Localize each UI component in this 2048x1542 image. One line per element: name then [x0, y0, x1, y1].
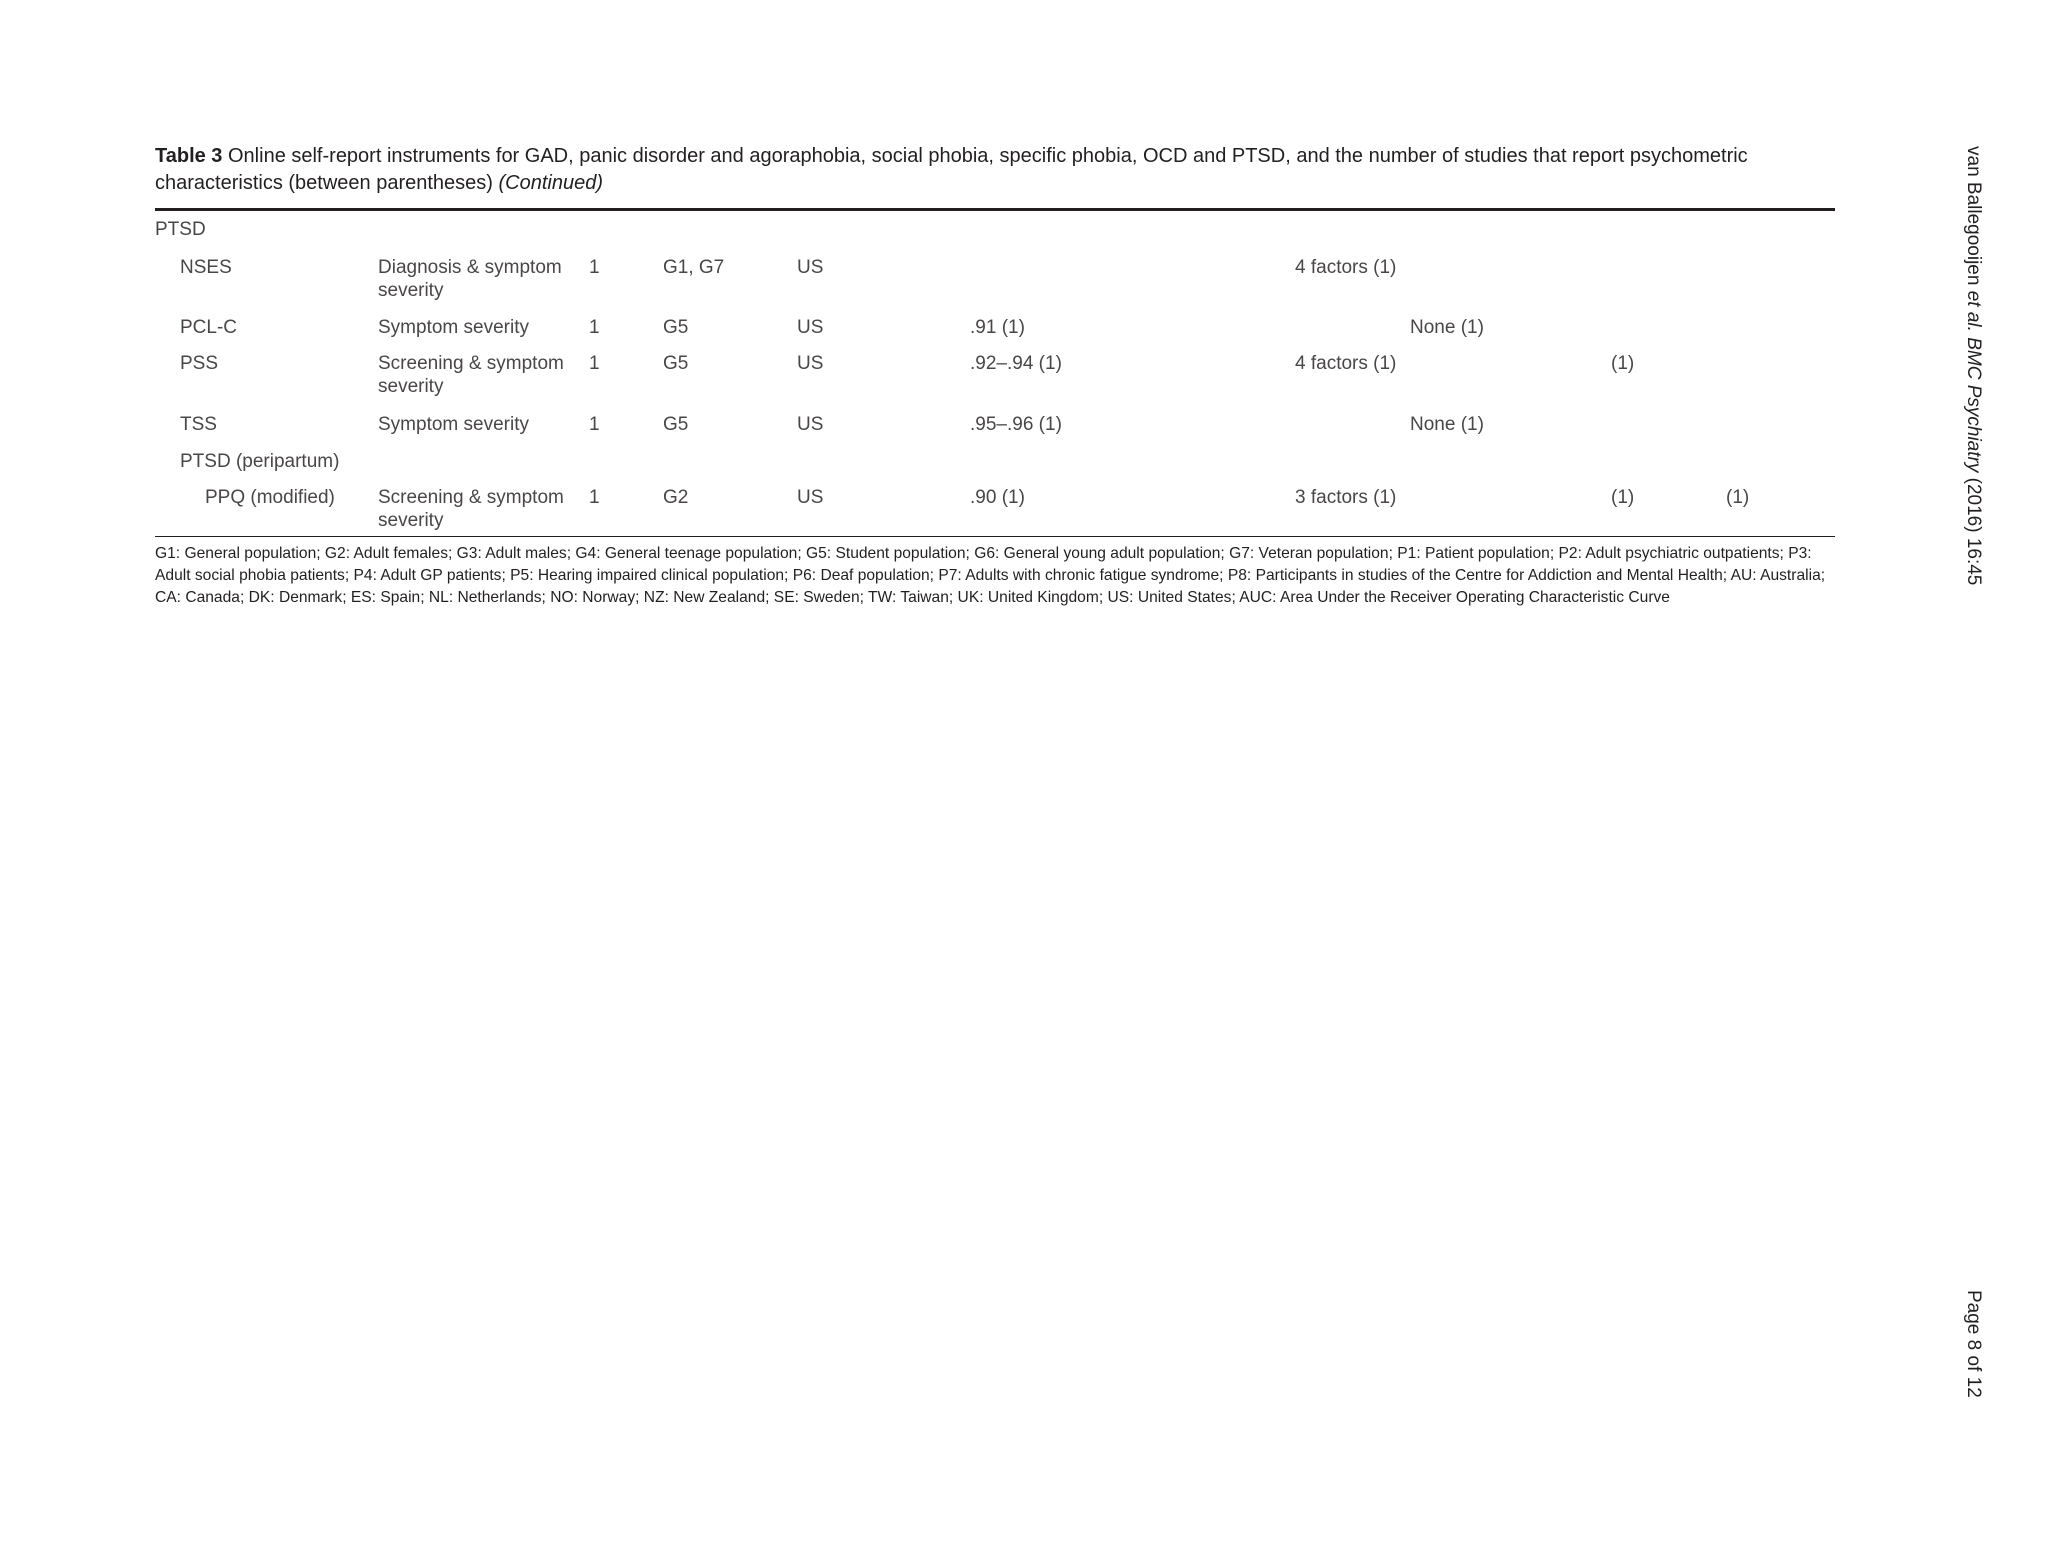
table-top-rule — [155, 208, 1835, 211]
cell-factors: 4 factors (1) — [1295, 353, 1397, 374]
table-footnote: G1: General population; G2: Adult females; G3: Adult males; G4: General teenage population; G5: Student population; G6: General young adult population; G7: Veteran population; P1: Patient population; P2: Adult psychiatric outpatients; P3: Adult social phobia patients; P4: Adult GP patients; P5: Hearing impaired clinical population; P6: Deaf population; P7: Adults with chronic fatigue syndrome; P8: Participants in studies of the Centre for Addiction and Mental Health; AU: Australia; CA: Canada; DK: Denmark; ES: Spain; NL: Netherlands; NO: Norway; NZ: New Zealand; SE: Sweden; TW: Taiwan; UK: United Kingdom; US: United States; AUC: Area Under the Receiver Operating Characteristic Curve — [155, 545, 1826, 606]
cell-population: G5 — [663, 414, 689, 435]
running-header-journal: et al. BMC Psychiatry — [1963, 290, 1984, 473]
cell-invariance: None (1) — [1410, 414, 1484, 435]
cell-country: US — [797, 487, 824, 508]
page-number: Page 8 of 12 — [1963, 1290, 1984, 1398]
cell-population: G1, G7 — [663, 257, 725, 278]
cell-instrument: TSS — [180, 414, 217, 435]
cell-country: US — [797, 414, 824, 435]
cell-reliability: .92–.94 (1) — [970, 353, 1062, 374]
table-title: Online self-report instruments for GAD, panic disorder and agoraphobia, social phobia, specific phobia, OCD and PTSD, and the number of studies that report psychometric characteristics (between parentheses) — [155, 145, 1748, 194]
cell-studies: 1 — [589, 353, 600, 374]
cell-studies: 1 — [589, 487, 600, 508]
cell-col10: (1) — [1726, 487, 1750, 508]
cell-purpose: Symptom severity — [378, 317, 529, 338]
cell-col9: (1) — [1611, 353, 1635, 374]
cell-invariance: None (1) — [1410, 317, 1484, 338]
running-header-authors: van Ballegooijen — [1963, 146, 1984, 286]
cell-country: US — [797, 317, 824, 338]
cell-reliability: .95–.96 (1) — [970, 414, 1062, 435]
cell-reliability: .90 (1) — [970, 487, 1025, 508]
cell-col9: (1) — [1611, 487, 1635, 508]
cell-reliability: .91 (1) — [970, 317, 1025, 338]
table-bottom-rule — [155, 536, 1835, 537]
cell-country: US — [797, 353, 824, 374]
cell-instrument: PCL-C — [180, 317, 238, 338]
cell-instrument: NSES — [180, 257, 232, 278]
cell-instrument: PSS — [180, 353, 219, 374]
running-header-citation: (2016) 16:45 — [1963, 477, 1984, 586]
cell-population: G5 — [663, 353, 689, 374]
cell-studies: 1 — [589, 257, 600, 278]
cell-instrument: PPQ (modified) — [205, 487, 335, 508]
cell-purpose: Symptom severity — [378, 414, 529, 435]
cell-studies: 1 — [589, 414, 600, 435]
running-header — [1955, 146, 1985, 626]
table-label: Table 3 — [155, 145, 223, 167]
cell-factors: 4 factors (1) — [1295, 257, 1397, 278]
cell-population: G5 — [663, 317, 689, 338]
cell-country: US — [797, 257, 824, 278]
cell-factors: 3 factors (1) — [1295, 487, 1397, 508]
cell-purpose: Diagnosis & symptom severity — [378, 257, 562, 301]
cell-purpose: Screening & symptom severity — [378, 487, 564, 531]
table-continued: (Continued) — [498, 172, 604, 194]
cell-studies: 1 — [589, 317, 600, 338]
section-ptsd: PTSD — [155, 219, 206, 240]
cell-purpose: Screening & symptom severity — [378, 353, 564, 397]
table-caption — [155, 143, 1835, 197]
cell-population: G2 — [663, 487, 689, 508]
subsection-ptsd-peripartum: PTSD (peripartum) — [180, 451, 340, 472]
